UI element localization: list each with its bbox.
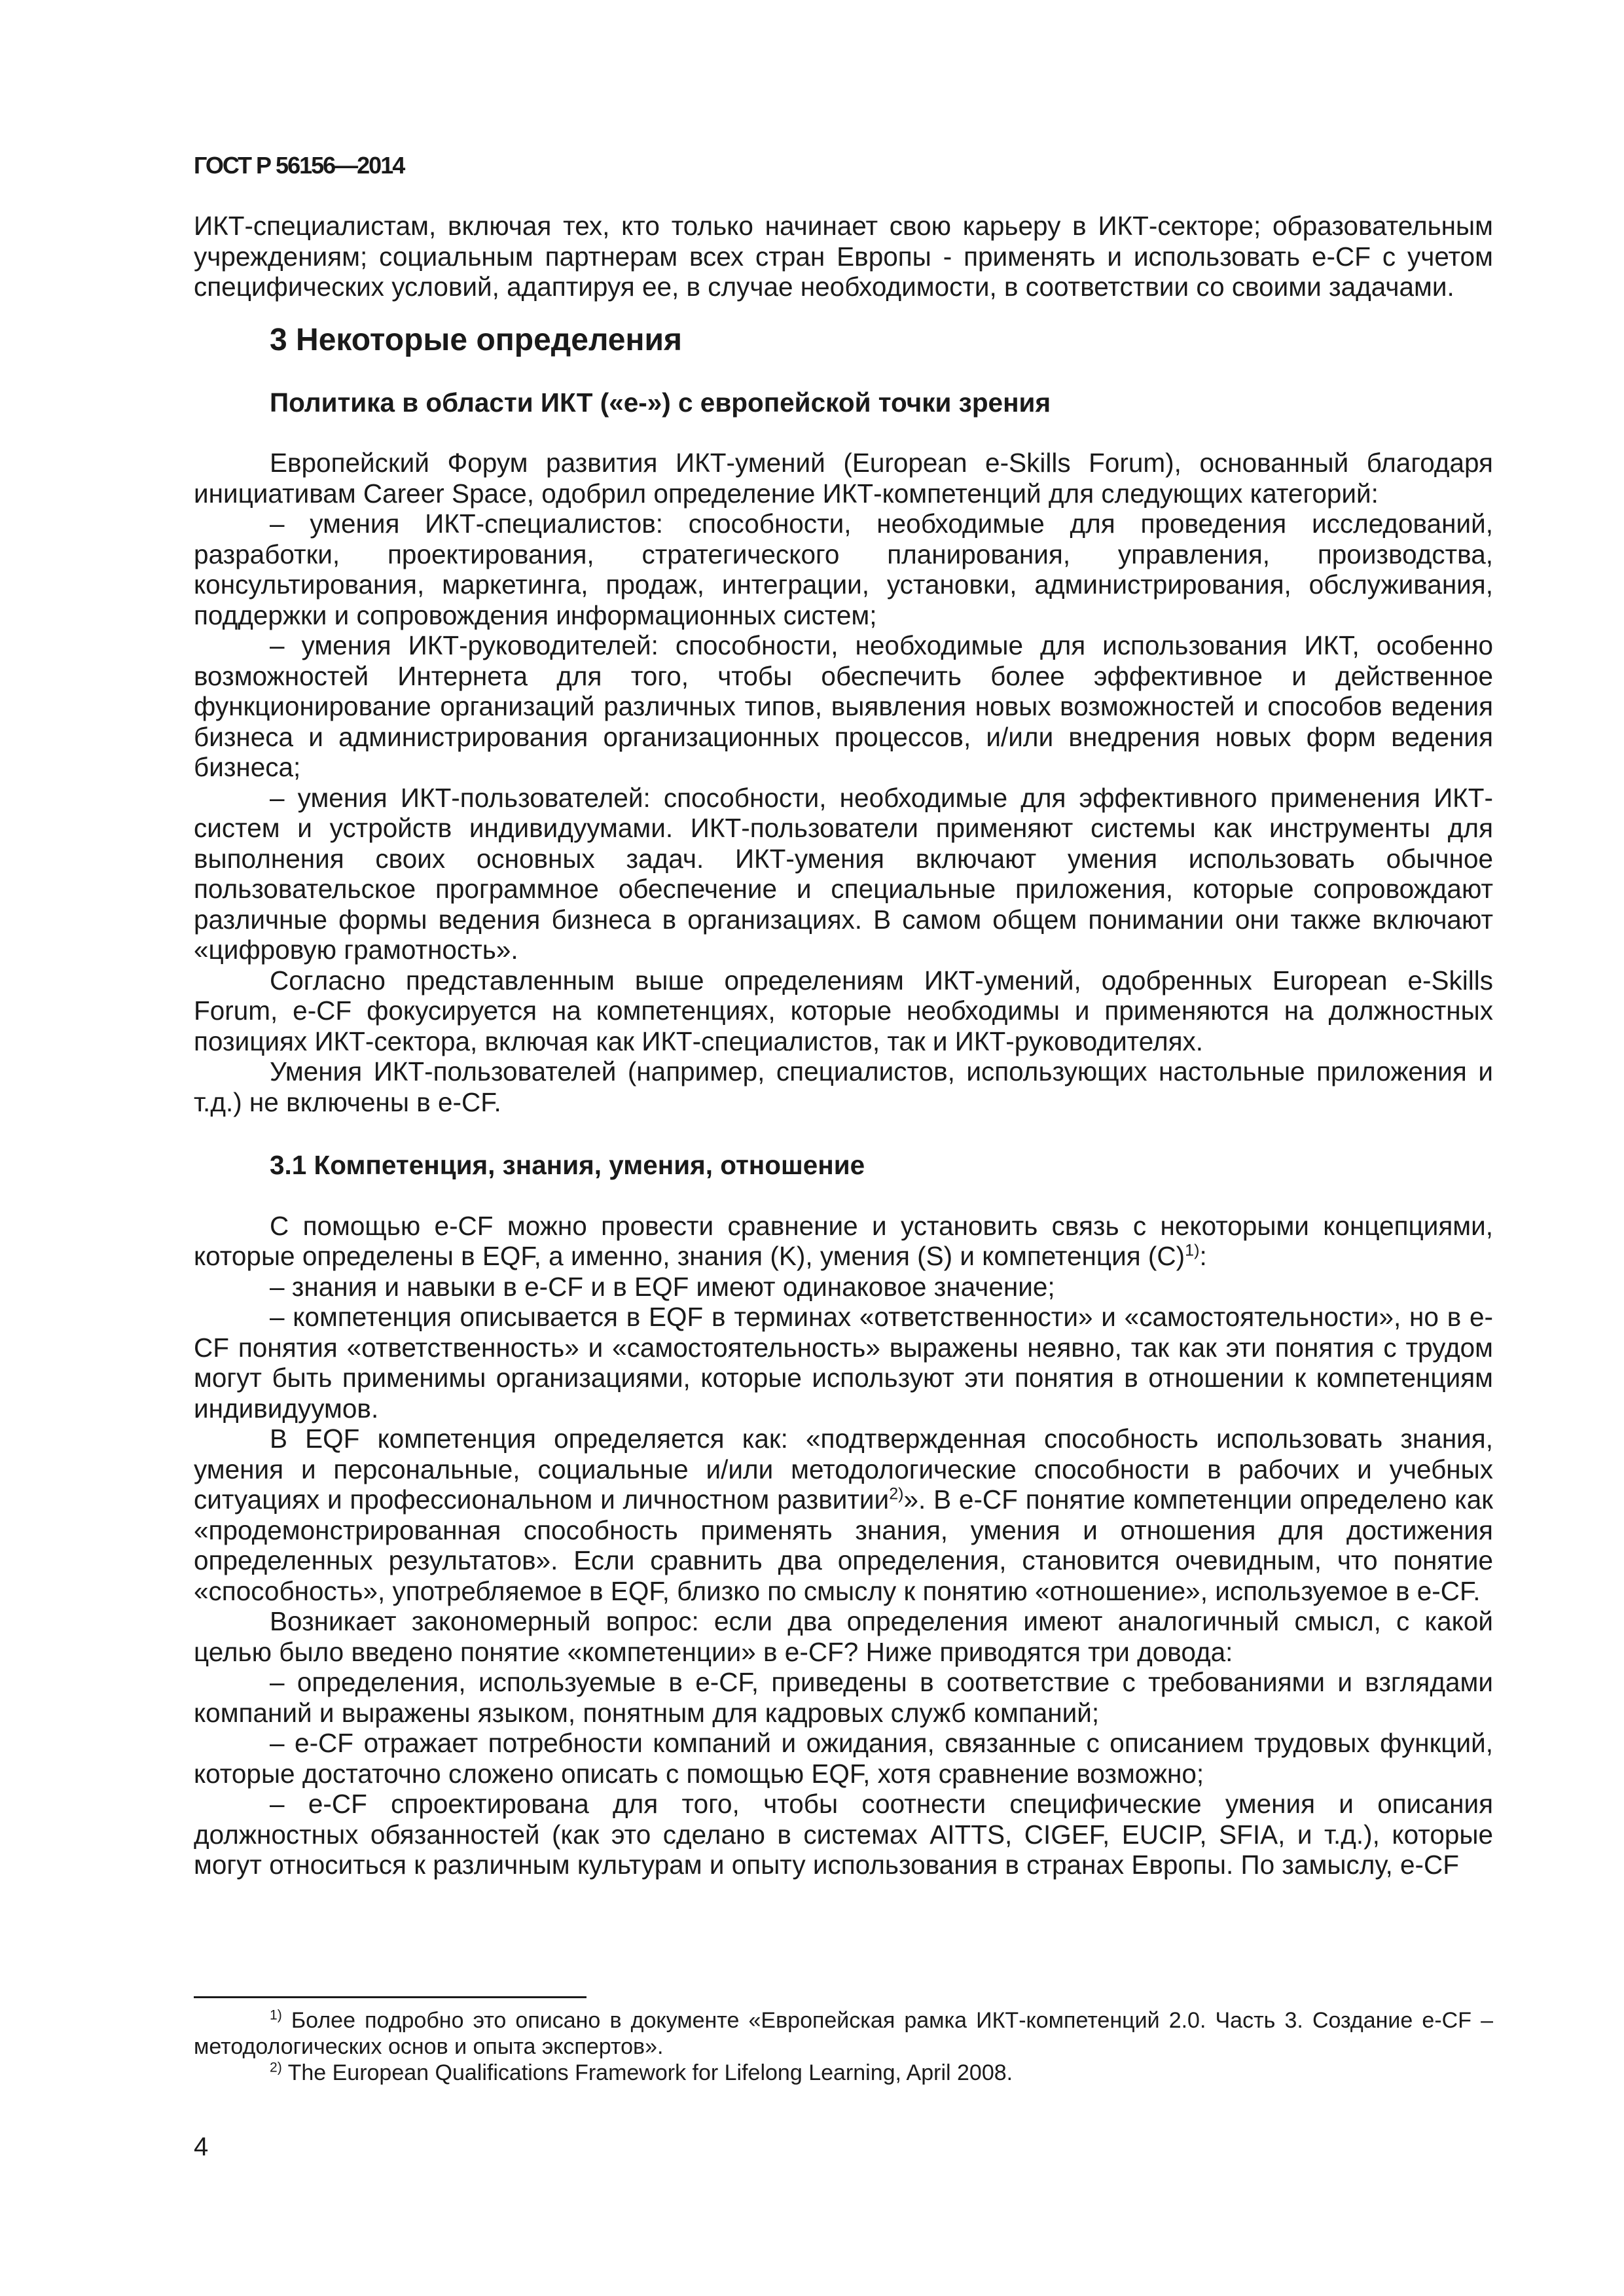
footnote [194,2060,1493,2086]
footnote-divider [194,1996,586,1998]
footnote-ref: 1) [1185,1241,1200,1260]
list-item: – умения ИКТ-пользователей: способности, необходимые для эффективного применения ИКТ-систем и устройств индивидуумами. ИКТ-пользователи применяют системы как инструменты для выполнения своих основных задач. ИКТ-умения включают умения использовать обычное пользовательское программное обеспечение и специальные приложения, которые сопровождают различные формы ведения бизнеса в организациях. В самом общем понимании они также включают «цифровую грамотность». [194,782,1493,965]
list-item: – знания и навыки в e-CF и в EQF имеют одинаковое значение; [270,1271,1055,1302]
list-item: – определения, используемые в e-CF, приведены в соответствие с требованиями и взглядами компаний и выражены языком, понятным для кадровых служб компаний; [194,1667,1493,1728]
document-header: ГОСТ Р 56156—2014 [194,152,405,179]
paragraph [194,1424,1493,1606]
paragraph-end: ». В e-CF понятие компетенции определено как «продемонстрированная способность применять знания, умения и отношения для достижения определенных результатов». Если сравнить два определения, становится очевидным, что понятие «способность», употребляемое в EQF, близко по смыслу к понятию «отношение», используемое в e-CF. [194,1484,1493,1606]
paragraph: Европейский Форум развития ИКТ-умений (European e-Skills Forum), основанный благодаря инициативам Career Space, одобрил определение ИКТ-компетенций для следующих категорий: [194,448,1493,509]
section-title: 3 Некоторые определения [270,322,682,357]
footnote-mark: 1) [270,2007,282,2023]
page-number: 4 [194,2132,209,2161]
paragraph: Согласно представленным выше определениям ИКТ-умений, одобренных European e-Skills Forum, e-CF фокусируется на компетенциях, которые необходимы и применяются на должностных позициях ИКТ-сектора, включая как ИКТ-специалистов, так и ИКТ-руководителях. [194,965,1493,1056]
paragraph: Умения ИКТ-пользователей (например, специалистов, использующих настольные приложения и т.д.) не включены в e-CF. [194,1056,1493,1117]
list-item: – умения ИКТ-специалистов: способности, необходимые для проведения исследований, разработки, проектирования, стратегического планирования, управления, производства, консультирования, маркетинга, продаж, интеграции, установки, администрирования, обслуживания, поддержки и сопровождения информационных систем; [194,509,1493,630]
list-item: – e-CF спроектирована для того, чтобы соотнести специфические умения и описания должностных обязанностей (как это сделано в системах AITTS, CIGEF, EUCIP, SFIA, и т.д.), которые могут относиться к различным культурам и опыту использования в странах Европы. По замыслу, e-CF [194,1789,1493,1880]
paragraph: Возникает закономерный вопрос: если два определения имеют аналогичный смысл, с какой целью было введено понятие «компетенции» в e-CF? Ниже приводятся три довода: [194,1606,1493,1667]
paragraph-text: С помощью e-CF можно провести сравнение и установить связь с некоторыми концепциями, которые определены в EQF, а именно, знания (K), умения (S) и компетенция (C) [194,1210,1493,1271]
list-item: – компетенция описывается в EQF в терминах «ответственности» и «самостоятельности», но в e-CF понятия «ответственность» и «самостоятельность» выражены неявно, так как эти понятия с трудом могут быть применимы организациями, которые используют эти понятия в отношении к компетенциям индивидуумов. [194,1302,1493,1424]
intro-paragraph: ИКТ-специалистам, включая тех, кто только начинает свою карьеру в ИКТ-секторе; образовательным учреждениям; социальным партнерам всех стран Европы - применять и использовать e-CF с учетом специфических условий, адаптируя ее, в случае необходимости, в соответствии со своими задачами. [194,211,1493,302]
footnote-text: Более подробно это описано в документе «Европейская рамка ИКТ-компетенций 2.0. Часть 3. Создание e-CF – методологических основ и опыта экспертов». [194,2008,1493,2059]
list-item: – умения ИКТ-руководителей: способности, необходимые для использования ИКТ, особенно возможностей Интернета для того, чтобы обеспечить более эффективное и действенное функционирование организаций различных типов, выявления новых возможностей и способов ведения бизнеса и администрирования организационных процессов, и/или внедрения новых форм ведения бизнеса; [194,630,1493,782]
footnote [194,2007,1493,2060]
list-item: – e-CF отражает потребности компаний и ожидания, связанные с описанием трудовых функций, которые достаточно сложено описать с помощью EQF, хотя сравнение возможно; [194,1728,1493,1789]
section-subtitle: Политика в области ИКТ («е-») с европейской точки зрения [270,387,1051,418]
footnote-mark: 2) [270,2060,282,2075]
footnote-ref: 2) [889,1484,904,1503]
subsection-title: 3.1 Компетенция, знания, умения, отношение [270,1150,865,1180]
footnote-text: The European Qualifications Framework for Lifelong Learning, April 2008. [281,2060,1013,2085]
paragraph-end: : [1199,1241,1207,1271]
paragraph [194,1211,1493,1272]
document-body [194,211,1493,1880]
paragraph-text: В EQF компетенция определяется как: «подтвержденная способность использовать знания, умения и персональные, социальные и/или методологические способности в рабочих и учебных ситуациях и профессиональном и личностном развитии [194,1424,1493,1515]
footnotes [194,1996,1493,2086]
